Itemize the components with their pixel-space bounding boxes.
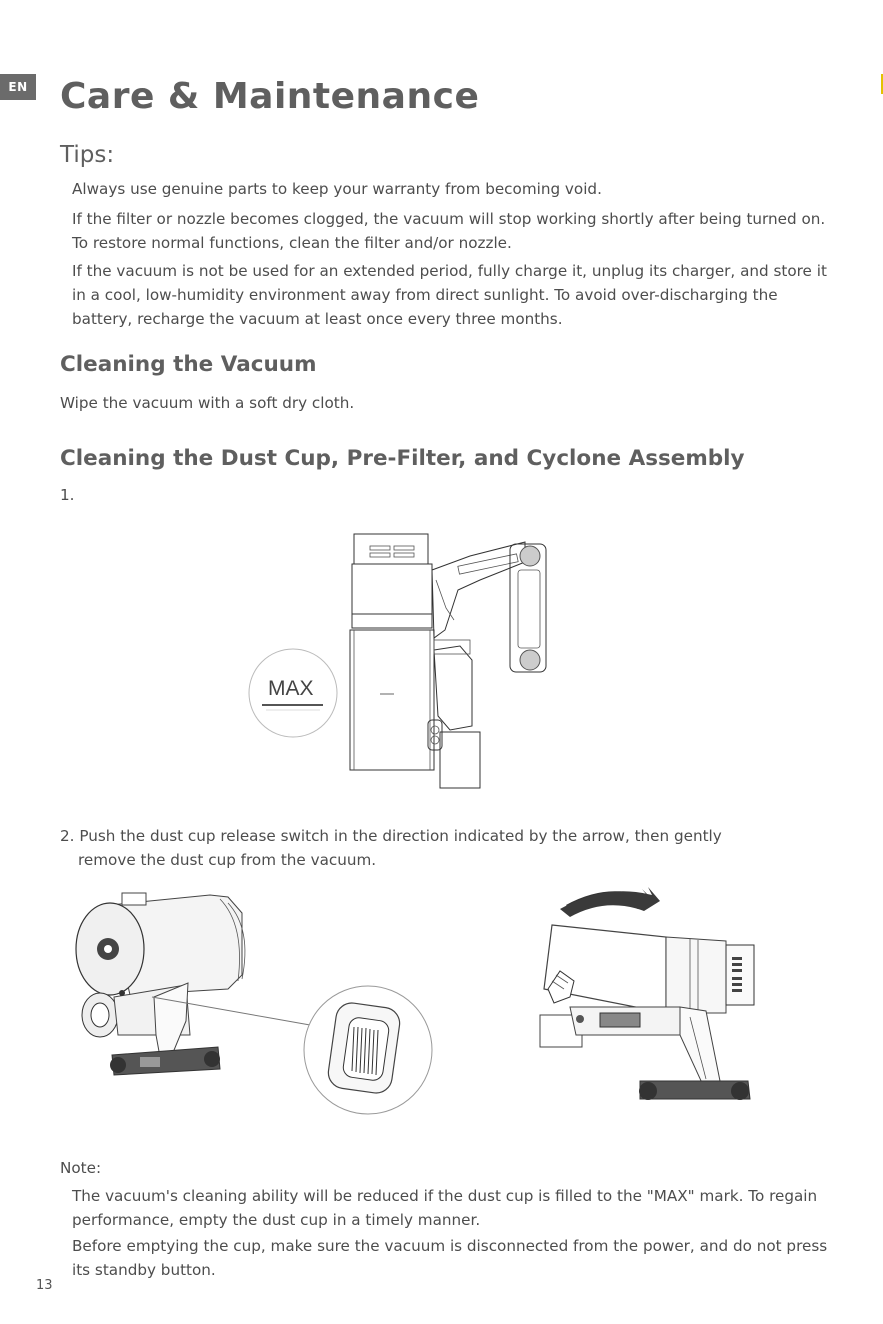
language-badge: EN bbox=[0, 74, 36, 100]
arrow-step-badge: 2 bbox=[601, 905, 607, 915]
step-2-number: 2. bbox=[60, 827, 75, 845]
tip-item: If the vacuum is not be used for an extended period, fully charge it, unplug its charger, and store it in a cool, low-humidity environment away from direct sunlight. To avoid over-discharging the battery, recharge the vacuum at least once every three months. bbox=[72, 262, 827, 328]
section-text-vacuum: Wipe the vacuum with a soft dry cloth. bbox=[60, 394, 355, 412]
section-heading-dustcup: Cleaning the Dust Cup, Pre-Filter, and Cyclone Assembly bbox=[60, 446, 745, 471]
note-heading: Note: bbox=[60, 1159, 102, 1177]
tip-item: Always use genuine parts to keep your warranty from becoming void. bbox=[72, 180, 602, 198]
dust-cup-max-illustration bbox=[240, 520, 570, 800]
dust-cup-release-switch-illustration bbox=[70, 885, 440, 1130]
section-heading-vacuum: Cleaning the Vacuum bbox=[60, 352, 317, 377]
step-2-line-2: remove the dust cup from the vacuum. bbox=[78, 851, 377, 869]
step-1-number: 1. bbox=[60, 486, 75, 504]
page-title: Care & Maintenance bbox=[60, 76, 480, 117]
page-number: 13 bbox=[36, 1278, 53, 1293]
step-2-text bbox=[60, 824, 820, 872]
step-2-line-1: Push the dust cup release switch in the direction indicated by the arrow, then gently bbox=[79, 827, 722, 845]
tip-item: If the filter or nozzle becomes clogged, the vacuum will stop working shortly after being turned on. To restore normal functions, clean the filter and/or nozzle. bbox=[72, 210, 826, 252]
max-mark-label: MAX bbox=[268, 677, 314, 700]
tips-heading: Tips: bbox=[60, 142, 115, 168]
note-item: Before emptying the cup, make sure the vacuum is disconnected from the power, and do not press its standby button. bbox=[72, 1237, 828, 1279]
note-item: The vacuum's cleaning ability will be reduced if the dust cup is filled to the "MAX" mark. To regain performance, empty the dust cup in a timely manner. bbox=[72, 1187, 818, 1229]
dust-cup-removal-illustration bbox=[530, 885, 770, 1110]
